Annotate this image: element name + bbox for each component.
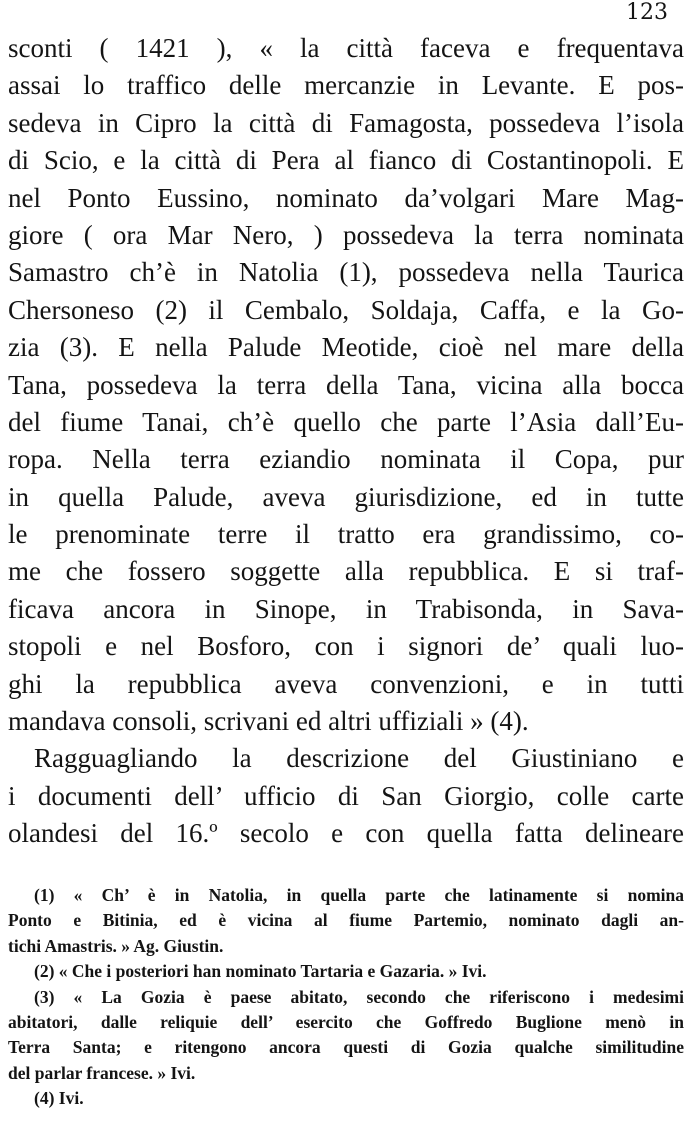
- text-line: assai lo traffico delle mercanzie in Levante. E pos-: [8, 70, 684, 101]
- text-line: del fiume Tanai, ch’è quello che parte l’Asia dall’Eu-: [8, 406, 684, 437]
- text-line: ghi la repubblica aveva convenzioni, e in tutti: [8, 668, 684, 699]
- footnotes: [8, 883, 684, 1112]
- footnote-line: (3) « La Gozia è paese abitato, secondo che riferiscono i medesimi: [34, 986, 684, 1007]
- text-line: Tana, possedeva la terra della Tana, vicina alla bocca: [8, 369, 684, 400]
- text-line: olandesi del 16.º secolo e con quella fatta delineare: [8, 818, 684, 849]
- footnote-line: (4) Ivi.: [34, 1088, 84, 1109]
- footnote-line: tichi Amastris. » Ag. Giustin.: [8, 935, 224, 956]
- page-number: 123: [626, 0, 668, 25]
- text-line: ficava ancora in Sinope, in Trabisonda, in Sava-: [8, 593, 684, 624]
- text-line: ropa. Nella terra eziandio nominata il Copa, pur: [8, 444, 684, 475]
- text-line: di Scio, e la città di Pera al fianco di Costantinopoli. E: [8, 145, 684, 176]
- text-line: sedeva in Cipro la città di Famagosta, possedeva l’isola: [8, 107, 684, 138]
- text-line: me che fossero soggette alla repubblica. E si traf-: [8, 556, 684, 587]
- main-text: [8, 30, 684, 853]
- footnote-line: Terra Santa; e ritengono ancora questi di Gozia qualche similitudine: [8, 1037, 684, 1058]
- text-line: Samastro ch’è in Natolia (1), possedeva nella Taurica: [8, 257, 684, 288]
- text-line: mandava consoli, scrivani ed altri uffiziali » (4).: [8, 706, 529, 737]
- footnote-line: (2) « Che i posteriori han nominato Tartaria e Gazaria. » Ivi.: [34, 961, 487, 982]
- text-line: in quella Palude, aveva giurisdizione, ed in tutte: [8, 481, 684, 512]
- footnote-line: del parlar francese. » Ivi.: [8, 1062, 196, 1083]
- text-line: stopoli e nel Bosforo, con i signori de’ quali luo-: [8, 631, 684, 662]
- text-line: Chersoneso (2) il Cembalo, Soldaja, Caffa, e la Go-: [8, 294, 684, 325]
- footnote-line: Ponto e Bitinia, ed è vicina al fiume Partemio, nominato dagli an-: [8, 910, 684, 931]
- text-line: giore ( ora Mar Nero, ) possedeva la terra nominata: [8, 219, 684, 250]
- text-line: sconti ( 1421 ), « la città faceva e frequentava: [8, 33, 684, 63]
- text-line: zia (3). E nella Palude Meotide, cioè nel mare della: [8, 332, 684, 363]
- footnote-line: (1) « Ch’ è in Natolia, in quella parte che latinamente si nomina: [34, 885, 684, 905]
- text-line: nel Ponto Eussino, nominato da’volgari Mare Mag-: [8, 182, 684, 213]
- footnote-line: abitatori, dalle reliquie dell’ esercito che Goffredo Buglione menò in: [8, 1011, 684, 1032]
- text-line: i documenti dell’ ufficio di San Giorgio, colle carte: [8, 780, 684, 811]
- text-line: Ragguagliando la descrizione del Giustiniano e: [34, 743, 684, 774]
- text-line: le prenominate terre il tratto era grandissimo, co-: [8, 519, 684, 550]
